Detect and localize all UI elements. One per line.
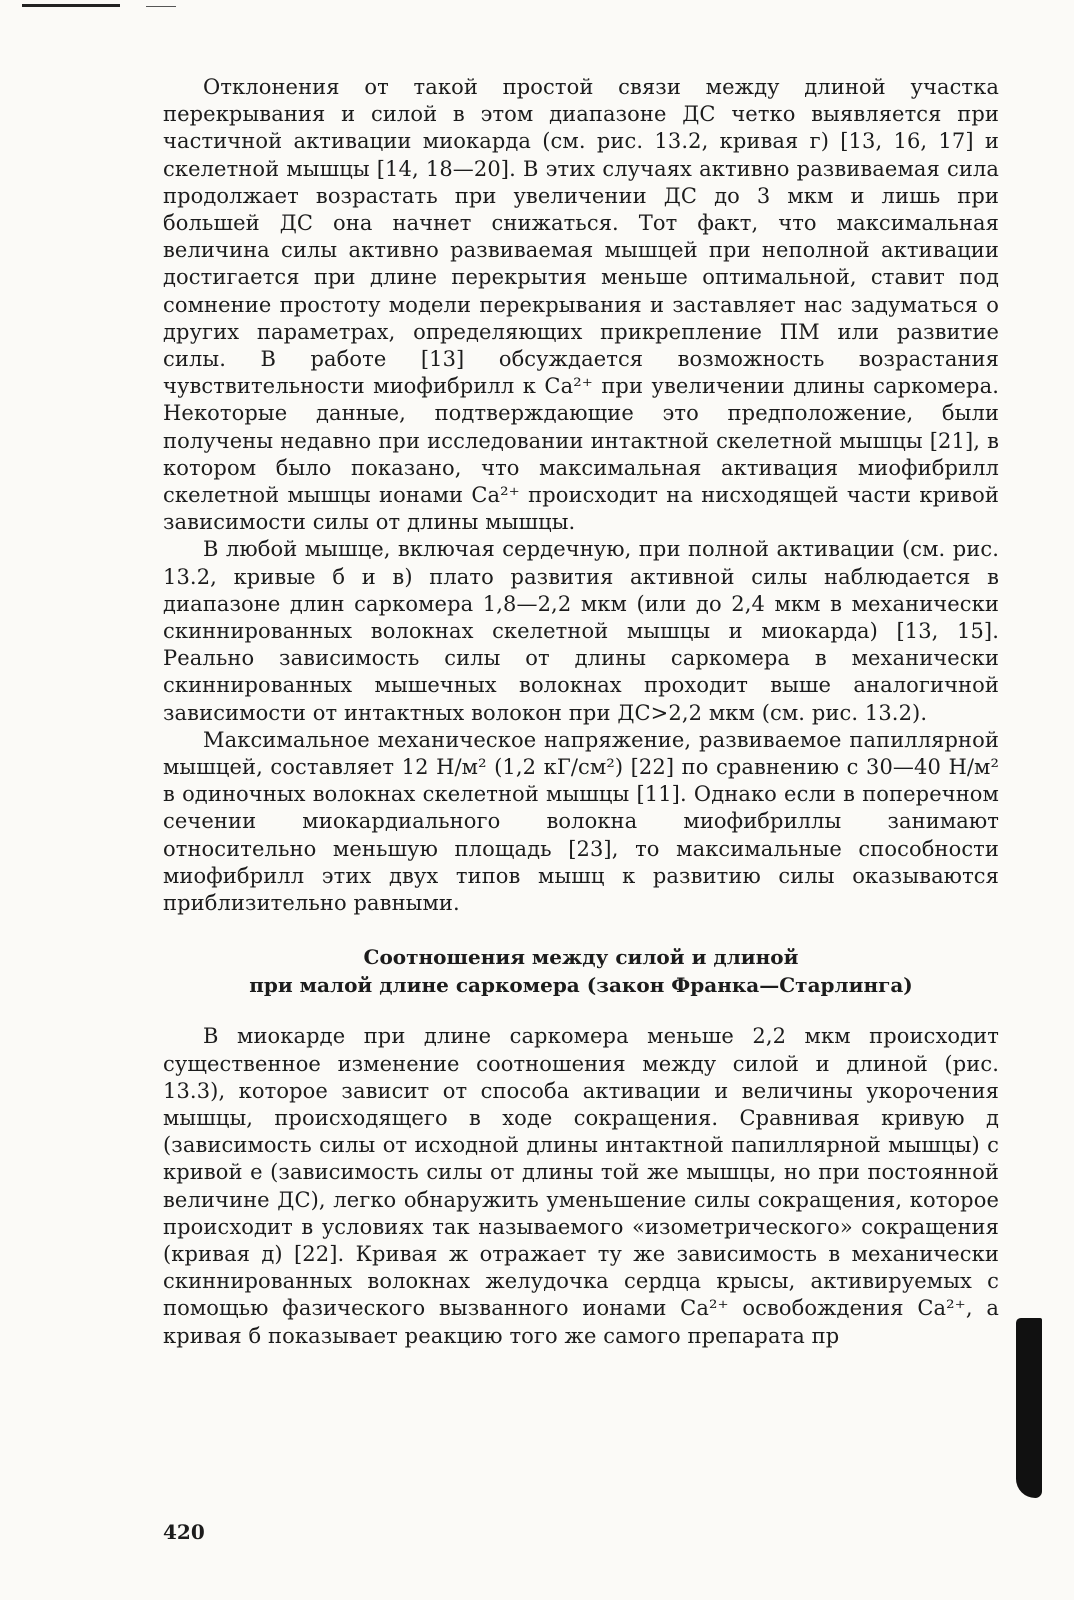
section-heading-line1: Соотношения между силой и длиной: [363, 945, 799, 970]
scan-edge-shadow: [1016, 1318, 1042, 1498]
top-rule-short: [146, 6, 176, 7]
page-body: [163, 74, 999, 1350]
section-heading-line2: при малой длине саркомера (закон Франка—Старлинга): [249, 973, 913, 998]
top-rule: [22, 4, 120, 7]
section-heading: [163, 943, 999, 999]
page-number: 420: [163, 1520, 205, 1544]
paragraph: В любой мышце, включая сердечную, при полной активации (см. рис. 13.2, кривые б и в) плато развития активной силы наблюдается в диапазоне длин саркомера 1,8—2,2 мкм (или до 2,4 мкм в механически скиннированных волокнах скелетной мышцы и миокарда) [13, 15]. Реально зависимость силы от длины саркомера в механически скиннированных мышечных волокнах проходит выше аналогичной зависимости от интактных волокон при ДС>2,2 мкм (см. рис. 13.2).: [163, 537, 999, 725]
paragraph: Максимальное механическое напряжение, развиваемое папиллярной мышцей, составляет 12 Н/м² (1,2 кГ/см²) [22] по сравнению с 30—40 Н/м² в одиночных волокнах скелетной мышцы [11]. Однако если в поперечном сечении миокардиального волокна миофибриллы занимают относительно меньшую площадь [23], то максимальные способности миофибрилл этих двух типов мышц к развитию силы оказываются приблизительно равными.: [163, 727, 999, 916]
paragraph: В миокарде при длине саркомера меньше 2,2 мкм происходит существенное изменение соотношения между силой и длиной (рис. 13.3), которое зависит от способа активации и величины укорочения мышцы, происходящего в ходе сокращения. Сравнивая кривую д (зависимость силы от исходной длины интактной папиллярной мышцы) с кривой е (зависимость силы от длины той же мышцы, но при постоянной величине ДС), легко обнаружить уменьшение силы сокращения, которое происходит в условиях так называемого «изометрического» сокращения (кривая д) [22]. Кривая ж отражает ту же зависимость в механически скиннированных волокнах желудочка сердца крысы, активируемых с помощью фазического вызванного ионами Ca²⁺ освобождения Ca²⁺, а кривая б показывает реакцию того же самого препарата пр: [163, 1024, 999, 1348]
paragraph: Отклонения от такой простой связи между длиной участка перекрывания и силой в этом диапазоне ДС четко выявляется при частичной активации миокарда (см. рис. 13.2, кривая г) [13, 16, 17] и скелетной мышцы [14, 18—20]. В этих случаях активно развиваемая сила продолжает возрастать при увеличении ДС до 3 мкм и лишь при большей ДС она начнет снижаться. Тот факт, что максимальная величина силы активно развиваемая мышцей при неполной активации достигается при длине перекрытия меньше оптимальной, ставит под сомнение простоту модели перекрывания и заставляет нас задуматься о других параметрах, определяющих прикрепление ПМ или развитие силы. В работе [13] обсуждается возможность возрастания чувствительности миофибрилл к Ca²⁺ при увеличении длины саркомера. Некоторые данные, подтверждающие это предположение, были получены недавно при исследовании интактной скелетной мышцы [21], в котором было показано, что максимальная активация миофибрилл скелетной мышцы ионами Ca²⁺ происходит на нисходящей части кривой зависимости силы от длины мышцы.: [163, 75, 999, 535]
